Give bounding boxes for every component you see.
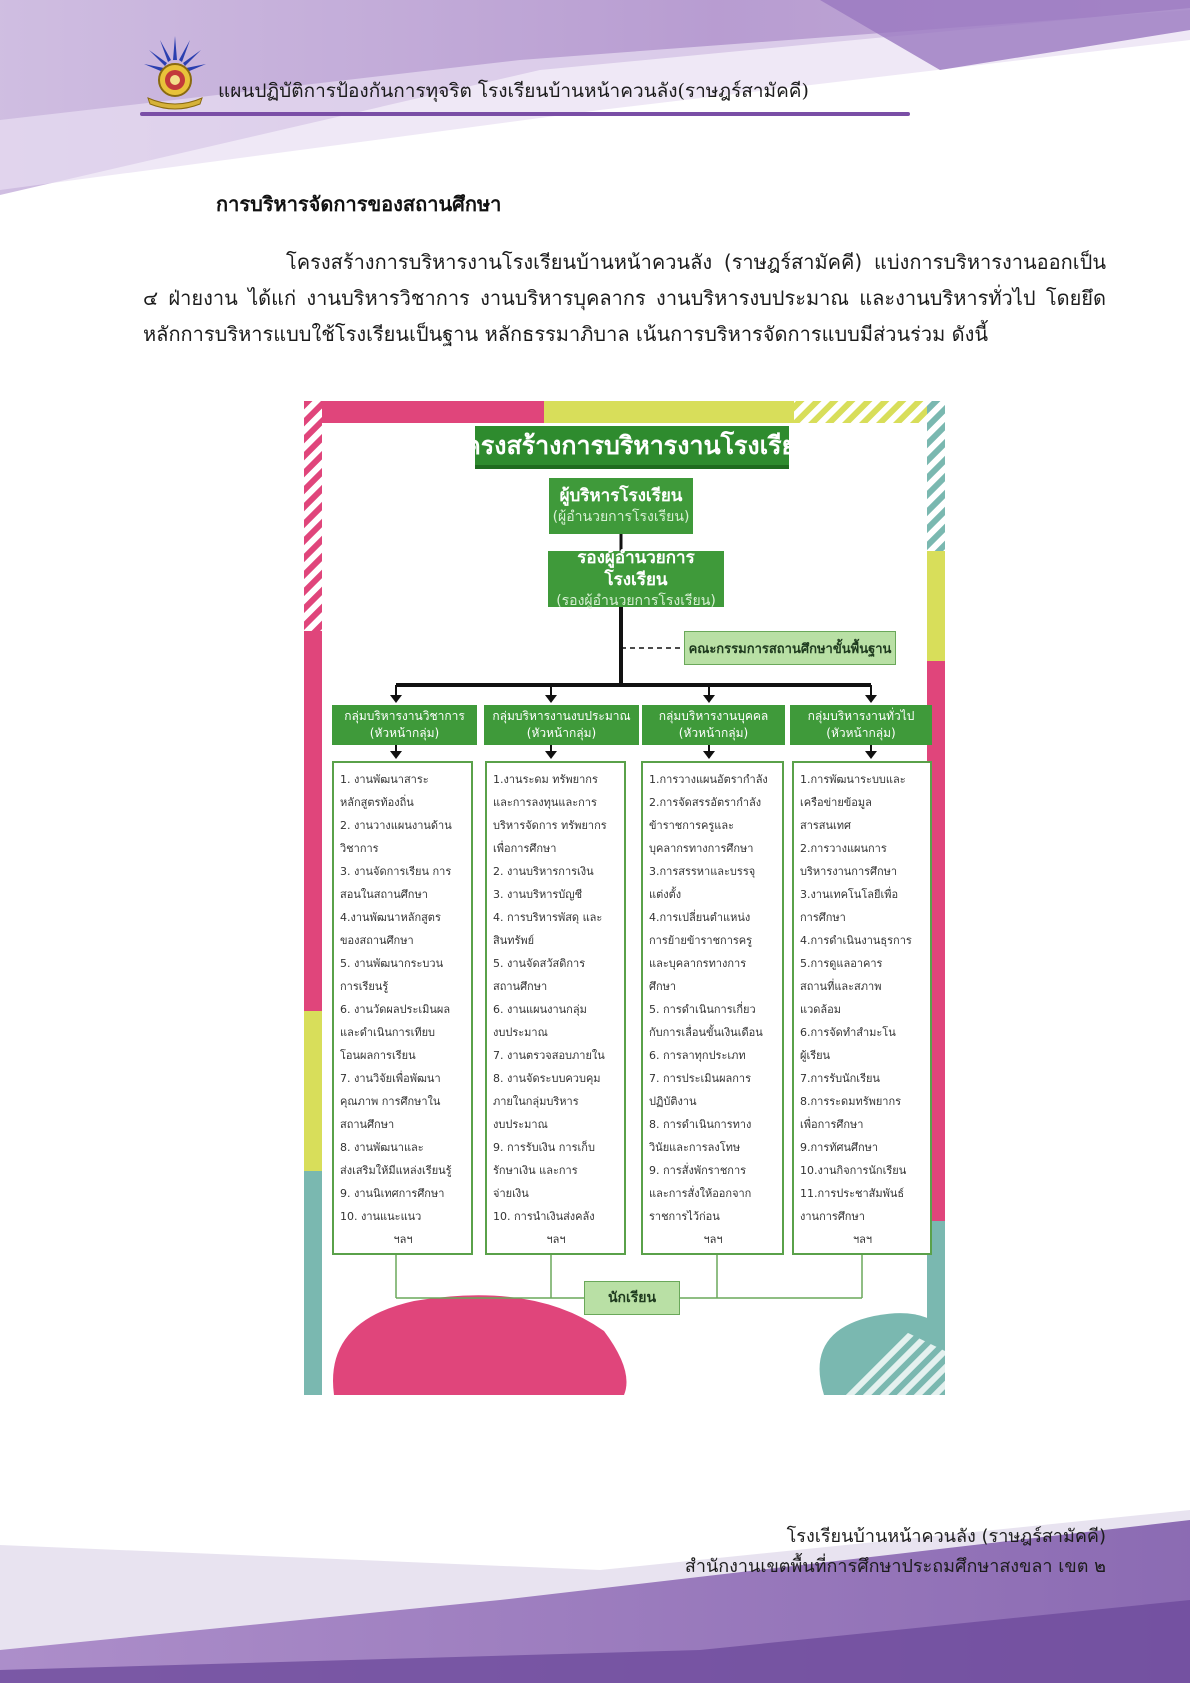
task-item: 1.งานระดม ทรัพยากร <box>493 773 598 786</box>
task-item: แต่งตั้ง <box>649 888 682 901</box>
page-header <box>140 32 920 122</box>
task-item: สถานศึกษา <box>493 980 548 993</box>
task-item: 7. งานตรวจสอบภายใน <box>493 1049 605 1062</box>
task-item: ผู้เรียน <box>800 1049 831 1062</box>
task-list-personnel <box>641 761 784 1255</box>
task-item: 6. งานแผนงานกลุ่ม <box>493 1003 587 1016</box>
task-item: สถานที่และสภาพ <box>800 980 882 993</box>
task-item: ของสถานศึกษา <box>340 934 414 947</box>
task-item: 1.การพัฒนาระบบและ <box>800 773 906 786</box>
task-item: แวดล้อม <box>800 1003 842 1016</box>
task-etc: ฯลฯ <box>703 1233 723 1246</box>
group-title: กลุ่มบริหารงานทั่วไป <box>807 709 915 723</box>
group-header-budget <box>484 705 639 745</box>
task-item: 4.การเปลี่ยนตำแหน่ง <box>649 911 751 924</box>
task-item: งบประมาณ <box>493 1026 548 1039</box>
section-paragraph: โครงสร้างการบริหารงานโรงเรียนบ้านหน้าควนลัง (ราษฎร์สามัคคี) แบ่งการบริหารงานออกเป็น ๔ ฝ่ายงาน ได้แก่ งานบริหารวิชาการ งานบริหารบุคลากร งานบริหารงบประมาณ และงานบริหารทั่วไป โดยยึดหลักการบริหารแบบใช้โรงเรียนเป็นฐาน หลักธรรมาภิบาล เน้นการบริหารจัดการแบบมีส่วนร่วม ดังนี้ <box>143 250 1106 346</box>
task-item: เพื่อการศึกษา <box>493 842 557 855</box>
task-item: 2. งานวางแผนงานด้าน <box>340 819 452 832</box>
committee-box: คณะกรรมการสถานศึกษาขั้นพื้นฐาน <box>684 631 896 665</box>
group-subtitle: (หัวหน้ากลุ่ม) <box>526 726 597 740</box>
task-item: เพื่อการศึกษา <box>800 1118 864 1131</box>
task-item: 5. งานพัฒนากระบวน <box>340 957 444 970</box>
task-item: ส่งเสริมให้มีแหล่งเรียนรู้ <box>340 1164 452 1177</box>
task-list-budget <box>485 761 626 1255</box>
task-item: หลักสูตรท้องถิ่น <box>340 796 414 809</box>
director-title: ผู้บริหารโรงเรียน <box>559 486 683 506</box>
task-item: กับการเลื่อนขั้นเงินเดือน <box>649 1026 763 1039</box>
task-item: สารสนเทศ <box>800 819 852 832</box>
task-item: และบุคลากรทางการ <box>649 957 747 970</box>
task-item: การศึกษา <box>800 911 846 924</box>
task-item: 11.การประชาสัมพันธ์ <box>800 1187 905 1200</box>
task-etc: ฯลฯ <box>852 1233 873 1246</box>
task-item: 10.งานกิจการนักเรียน <box>800 1164 907 1177</box>
task-item: 9. การสั่งพักราชการ <box>649 1164 747 1177</box>
task-item: 8.การระดมทรัพยากร <box>800 1095 902 1108</box>
task-item: 3. งานจัดการเรียน การ <box>340 865 452 878</box>
task-item: 7. งานวิจัยเพื่อพัฒนา <box>340 1072 441 1085</box>
group-header-academic <box>332 705 477 745</box>
task-item: ข้าราชการครูและ <box>649 819 734 832</box>
task-item: โอนผลการเรียน <box>340 1049 416 1062</box>
school-logo <box>140 32 210 112</box>
task-item: วิชาการ <box>340 842 379 855</box>
group-title: กลุ่มบริหารงานบุคคล <box>658 709 769 723</box>
task-list-academic <box>332 761 473 1255</box>
footer-office-name: สำนักงานเขตพื้นที่การศึกษาประถมศึกษาสงขลา เขต ๒ <box>684 1556 1106 1577</box>
students-box: นักเรียน <box>584 1281 680 1315</box>
org-chart-figure <box>304 401 945 1395</box>
task-item: และการลงทุนและการ <box>493 796 597 809</box>
footer-school-name: โรงเรียนบ้านหน้าควนลัง (ราษฎร์สามัคคี) <box>786 1526 1106 1547</box>
task-item: 4.การดำเนินงานธุรการ <box>800 934 912 947</box>
task-item: 7.การรับนักเรียน <box>800 1072 880 1085</box>
task-item: การย้ายข้าราชการครู <box>649 934 753 947</box>
task-etc: ฯลฯ <box>546 1233 566 1246</box>
task-item: เครือข่ายข้อมูล <box>800 796 872 809</box>
task-item: 3.งานเทคโนโลยีเพื่อ <box>800 888 899 901</box>
task-item: สอนในสถานศึกษา <box>340 888 428 901</box>
section-heading: การบริหารจัดการของสถานศึกษา <box>216 192 502 216</box>
task-item: จ่ายเงิน <box>493 1187 529 1200</box>
task-item: 5.การดูแลอาคาร <box>800 957 883 970</box>
director-subtitle: (ผู้อำนวยการโรงเรียน) <box>552 509 690 525</box>
group-header-personnel <box>642 705 785 745</box>
task-item: รักษาเงิน และการ <box>493 1164 578 1177</box>
deputy-subtitle: (รองผู้อำนวยการโรงเรียน) <box>556 593 716 609</box>
task-list-general <box>792 761 932 1255</box>
task-item: 5. การดำเนินการเกี่ยว <box>649 1003 756 1016</box>
task-item: 5. งานจัดสวัสดิการ <box>493 957 586 970</box>
task-item: และดำเนินการเทียบ <box>340 1026 436 1039</box>
task-item: การเรียนรู้ <box>340 980 389 993</box>
task-item: 4. การบริหารพัสดุ และ <box>493 911 603 924</box>
task-item: 1. งานพัฒนาสาระ <box>340 773 429 786</box>
task-item: 2.การจัดสรรอัตรากำลัง <box>649 796 762 809</box>
task-items <box>493 768 619 1228</box>
task-items <box>649 768 777 1228</box>
task-item: งานการศึกษา <box>800 1210 865 1223</box>
task-item: บริหารจัดการ ทรัพยากร <box>493 819 607 832</box>
header-divider <box>140 112 910 116</box>
task-item: 9. การรับเงิน การเก็บ <box>493 1141 595 1154</box>
task-item: 6.การจัดทำสำมะโน <box>800 1026 896 1039</box>
task-item: ปฏิบัติงาน <box>649 1095 697 1108</box>
page-footer <box>685 1522 1106 1582</box>
task-item: 3.การสรรหาและบรรจุ <box>649 865 756 878</box>
group-header-general <box>790 705 932 745</box>
org-chart-title: โครงสร้างการบริหารงานโรงเรียน <box>475 426 789 469</box>
task-etc: ฯลฯ <box>393 1233 413 1246</box>
task-item: 9. งานนิเทศการศึกษา <box>340 1187 445 1200</box>
director-box <box>549 478 693 534</box>
task-item: 9.การทัศนศึกษา <box>800 1141 879 1154</box>
task-item: สถานศึกษา <box>340 1118 395 1131</box>
task-item: งบประมาณ <box>493 1118 548 1131</box>
task-item: 8. งานพัฒนาและ <box>340 1141 424 1154</box>
deputy-title: รองผู้อำนวยการโรงเรียน <box>577 548 695 590</box>
task-item: 3. งานบริหารบัญชี <box>493 888 583 901</box>
task-item: บริหารงานการศึกษา <box>800 865 898 878</box>
task-item: 8. การดำเนินการทาง <box>649 1118 752 1131</box>
task-item: 6. งานวัดผลประเมินผล <box>340 1003 451 1016</box>
task-item: ราชการไว้ก่อน <box>649 1210 720 1223</box>
group-subtitle: (หัวหน้ากลุ่ม) <box>826 726 896 740</box>
task-items <box>800 768 925 1228</box>
task-item: 7. การประเมินผลการ <box>649 1072 751 1085</box>
group-subtitle: (หัวหน้ากลุ่ม) <box>369 726 440 740</box>
task-item: 10. งานแนะแนว <box>340 1210 422 1223</box>
task-item: และการสั่งให้ออกจาก <box>649 1187 752 1200</box>
group-subtitle: (หัวหน้ากลุ่ม) <box>678 726 749 740</box>
task-item: วินัยและการลงโทษ <box>649 1141 741 1154</box>
task-item: 6. การลาทุกประเภท <box>649 1049 746 1062</box>
deputy-box <box>548 548 724 609</box>
task-item: 8. งานจัดระบบควบคุม <box>493 1072 601 1085</box>
task-item: 2. งานบริหารการเงิน <box>493 865 594 878</box>
task-item: 10. การนำเงินส่งคลัง <box>493 1210 595 1223</box>
group-title: กลุ่มบริหารงานงบประมาณ <box>492 709 631 723</box>
group-title: กลุ่มบริหารงานวิชาการ <box>344 709 465 723</box>
task-item: ภายในกลุ่มบริหาร <box>493 1095 579 1108</box>
document-header-title: แผนปฏิบัติการป้องกันการทุจริต โรงเรียนบ้านหน้าควนลัง(ราษฎร์สามัคคี) <box>218 80 809 102</box>
task-items <box>340 768 466 1228</box>
task-item: 2.การวางแผนการ <box>800 842 887 855</box>
task-item: สินทรัพย์ <box>493 934 535 947</box>
task-item: บุคลากรทางการศึกษา <box>649 842 754 855</box>
task-item: คุณภาพ การศึกษาใน <box>340 1095 441 1108</box>
task-item: ศึกษา <box>649 980 677 993</box>
task-item: 4.งานพัฒนาหลักสูตร <box>340 911 441 924</box>
task-item: 1.การวางแผนอัตรากำลัง <box>649 773 768 786</box>
